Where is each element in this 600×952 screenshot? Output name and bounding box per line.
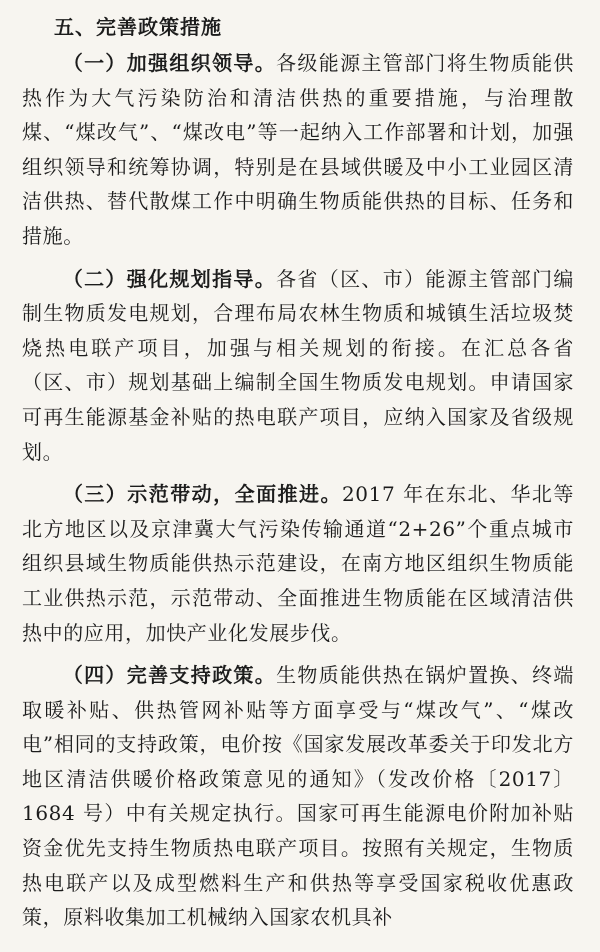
paragraph-body: 2017 年在东北、华北等北方地区以及京津冀大气污染传输通道“2+26”个重点城市组织县域生物质能供热示范建设，在南方地区组织生物质能工业供热示范，示范带动、全面推进生物质能在区域清洁供热中的应用，加快产业化发展步伐。	[22, 482, 574, 645]
paragraph-lead: （一）加强组织领导。	[62, 51, 277, 75]
section-heading: 五、完善政策措施	[54, 15, 222, 39]
paragraph-1	[22, 46, 574, 254]
paragraph-body: 各省（区、市）能源主管部门编制生物质发电规划，合理布局农林生物质和城镇生活垃圾焚烧热电联产项目，加强与相关规划的衔接。在汇总各省（区、市）规划基础上编制全国生物质发电规划。申请国家可再生能源基金补贴的热电联产项目，应纳入国家及省级规划。	[22, 266, 575, 464]
paragraph-4	[22, 658, 574, 935]
paragraph-lead: （三）示范带动，全面推进。	[62, 482, 342, 507]
paragraph-2	[22, 262, 574, 470]
paragraph-lead: （二）强化规划指导。	[62, 266, 277, 291]
paragraph-body: 生物质能供热在锅炉置换、终端取暖补贴、供热管网补贴等方面享受与“煤改气”、“煤改电”相同的支持政策，电价按《国家发展改革委关于印发北方地区清洁供暖价格政策意见的通知》（发改价格〔2017〕1684 号）中有关规定执行。国家可再生能源电价附加补贴资金优先支持生物质热电联产项目。按照有关规定，生物质热电联产以及成型燃料生产和供热等享受国家税收优惠政策，原料收集加工机械纳入国家农机具补	[22, 663, 575, 930]
paragraph-3	[22, 477, 574, 650]
paragraph-body: 各级能源主管部门将生物质能供热作为大气污染防治和清洁供热的重要措施，与治理散煤、“煤改气”、“煤改电”等一起纳入工作部署和计划，加强组织领导和统筹协调，特别是在县域供暖及中小工业园区清洁供热、替代散煤工作中明确生物质能供热的目标、任务和措施。	[22, 51, 575, 248]
paragraph-lead: （四）完善支持政策。	[62, 663, 277, 688]
